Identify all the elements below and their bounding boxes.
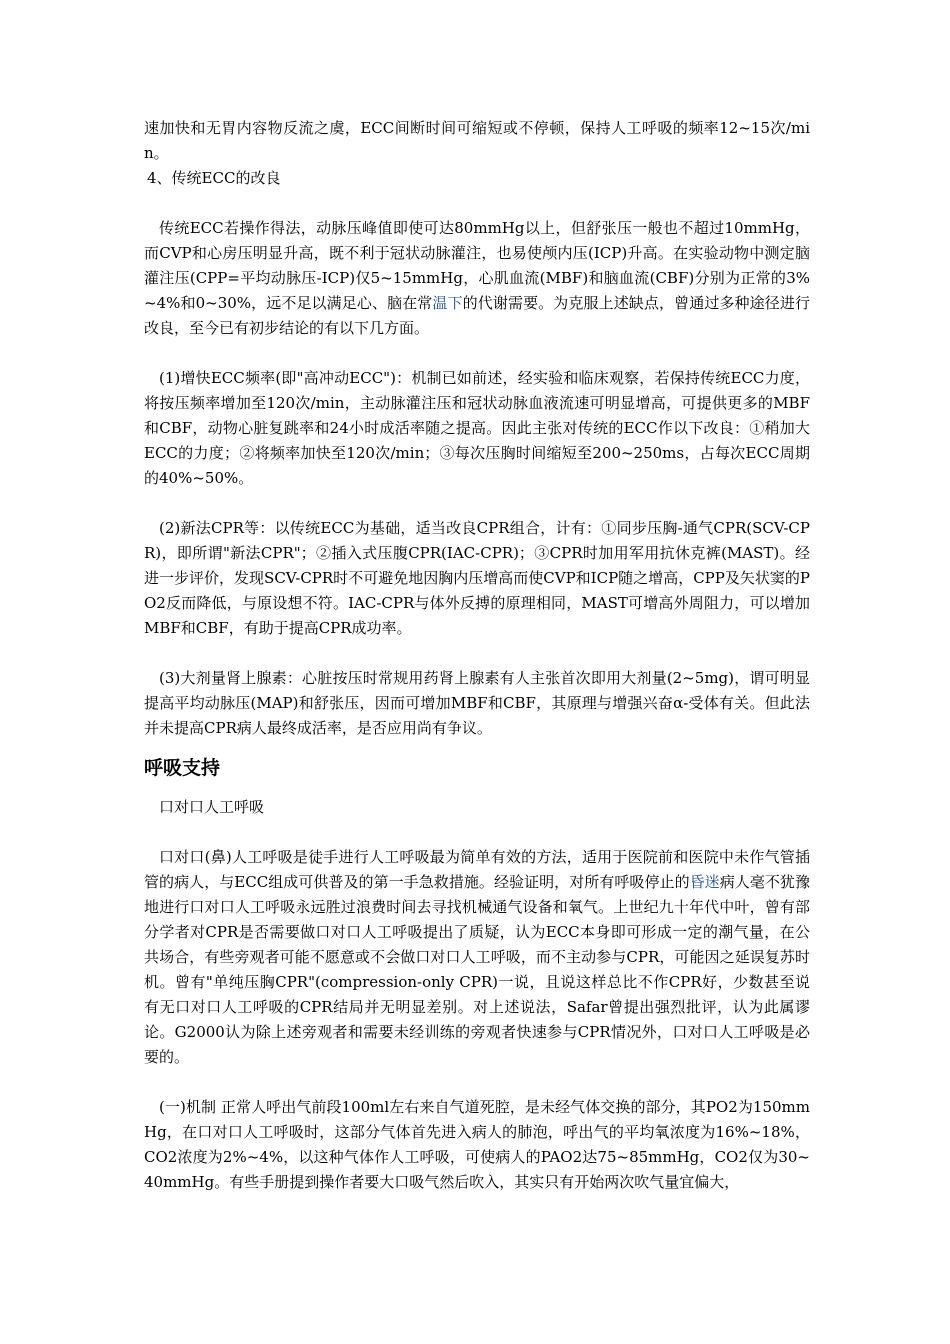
paragraph-text: 病人毫不犹豫地进行口对口人工呼吸永远胜过浪费时间去寻找机械通气设备和氧气。上世纪九十年代中叶，曾有部分学者对CPR是否需要做口对口人工呼吸提出了质疑，认为ECC本身即可形成一定的潮气量，在公共场合，有些旁观者可能不愿意或不会做口对口人工呼吸，而不主动参与CPR，可能因之延误复苏时机。曾有"单纯压胸CPR"(compression-only CPR)一说，且说这样总比不作CPR好，少数甚至说有无口对口人工呼吸的CPR结局并无明显差别。对上述说法，Safar曾提出强烈批评，认为此属谬论。G2000认为除上述旁观者和需要未经训练的旁观者快速参与CPR情况外，口对口人工呼吸是必要的。 [144, 873, 810, 1066]
paragraph-improvement-1: (1)增快ECC频率(即"高冲动ECC")：机制已如前述，经实验和临床观察，若保持传统ECC力度，将按压频率增加至120次/min，主动脉灌注压和冠状动脉血液流速可明显增高，可提供更多的MBF和CBF，动物心脏复跳率和24小时成活率随之提高。因此主张对传统的ECC作以下改良：①稍加大ECC的力度；②将频率加快至120次/min；③每次压胸时间缩短至200~250ms，占每次ECC周期的40%~50%。 [144, 369, 810, 487]
paragraph-mechanism: (一)机制 正常人呼出气前段100ml左右来自气道死腔，是未经气体交换的部分，其PO2为150mmHg，在口对口人工呼吸时，这部分气体首先进入病人的肺泡，呼出气的平均氧浓度为16%~18%，CO2浓度为2%~4%，以这种气体作人工呼吸，可使病人的PAO2达75~85mmHg，CO2仅为30~40mmHg。有些手册提到操作者要大口吸气然后吹入，其实只有开始两次吹气量宜偏大， [144, 1098, 810, 1191]
document-page [144, 116, 810, 1195]
link-coma[interactable]: 昏迷 [689, 873, 720, 891]
paragraph-improvement-2: (2)新法CPR等：以传统ECC为基础，适当改良CPR组合，计有：①同步压胸-通气CPR(SCV-CPR)，即所谓"新法CPR"；②插入式压腹CPR(IAC-CPR)；③CPR时加用军用抗休克裤(MAST)。经进一步评价，发现SCV-CPR时不可避免地因胸内压增高而使CVP和ICP随之增高，CPP及矢状窦的PO2反而降低，与原设想不符。IAC-CPR与体外反搏的原理相同，MAST可增高外周阻力，可以增加MBF和CBF，有助于提高CPR成功率。 [144, 519, 810, 637]
section-heading-4: 4、传统ECC的改良 [147, 169, 281, 187]
paragraph-text: 传统ECC若操作得法，动脉压峰值即使可达80mmHg以上，但舒张压一般也不超过10mmHg，而CVP和心房压明显升高，既不利于冠状动脉灌注，也易使颅内压(ICP)升高。在实验动物中测定脑灌注压(CPP=平均动脉压-ICP)仅5~15mmHg，心肌血流(MBF)和脑血流(CBF)分别为正常的3%~4%和0~30%，远不足以满足心、脑在常 [144, 219, 810, 312]
paragraph-improvement-3: (3)大剂量肾上腺素：心脏按压时常规用药肾上腺素有人主张首次即用大剂量(2~5mg)，谓可明显提高平均动脉压(MAP)和舒张压，因而可增加MBF和CBF，其原理与增强兴奋α-受体有关。但此法并未提高CPR病人最终成活率，是否应用尚有争议。 [144, 669, 810, 737]
paragraph-mouth-to-mouth [144, 845, 810, 1070]
paragraph-traditional-ecc [144, 216, 810, 341]
subheading-mouth-to-mouth: 口对口人工呼吸 [159, 798, 265, 816]
paragraph-text: 口对口(鼻)人工呼吸是徒手进行人工呼吸最为简单有效的方法，适用于医院前和医院中未作气管插管的病人，与ECC组成可供普及的第一手急救措施。经验证明，对所有呼吸停止的 [144, 848, 810, 891]
paragraph-continued: 速加快和无胃内容物反流之虞，ECC间断时间可缩短或不停顿，保持人工呼吸的频率12~15次/min。 [144, 119, 810, 162]
link-wenxia[interactable]: 温下 [432, 294, 463, 312]
section-heading-respiratory-support: 呼吸支持 [144, 757, 221, 779]
paragraph-text: 的代谢需要。为克服上述缺点，曾通过多种途径进行改良，至今已有初步结论的有以下几方面。 [144, 294, 810, 337]
